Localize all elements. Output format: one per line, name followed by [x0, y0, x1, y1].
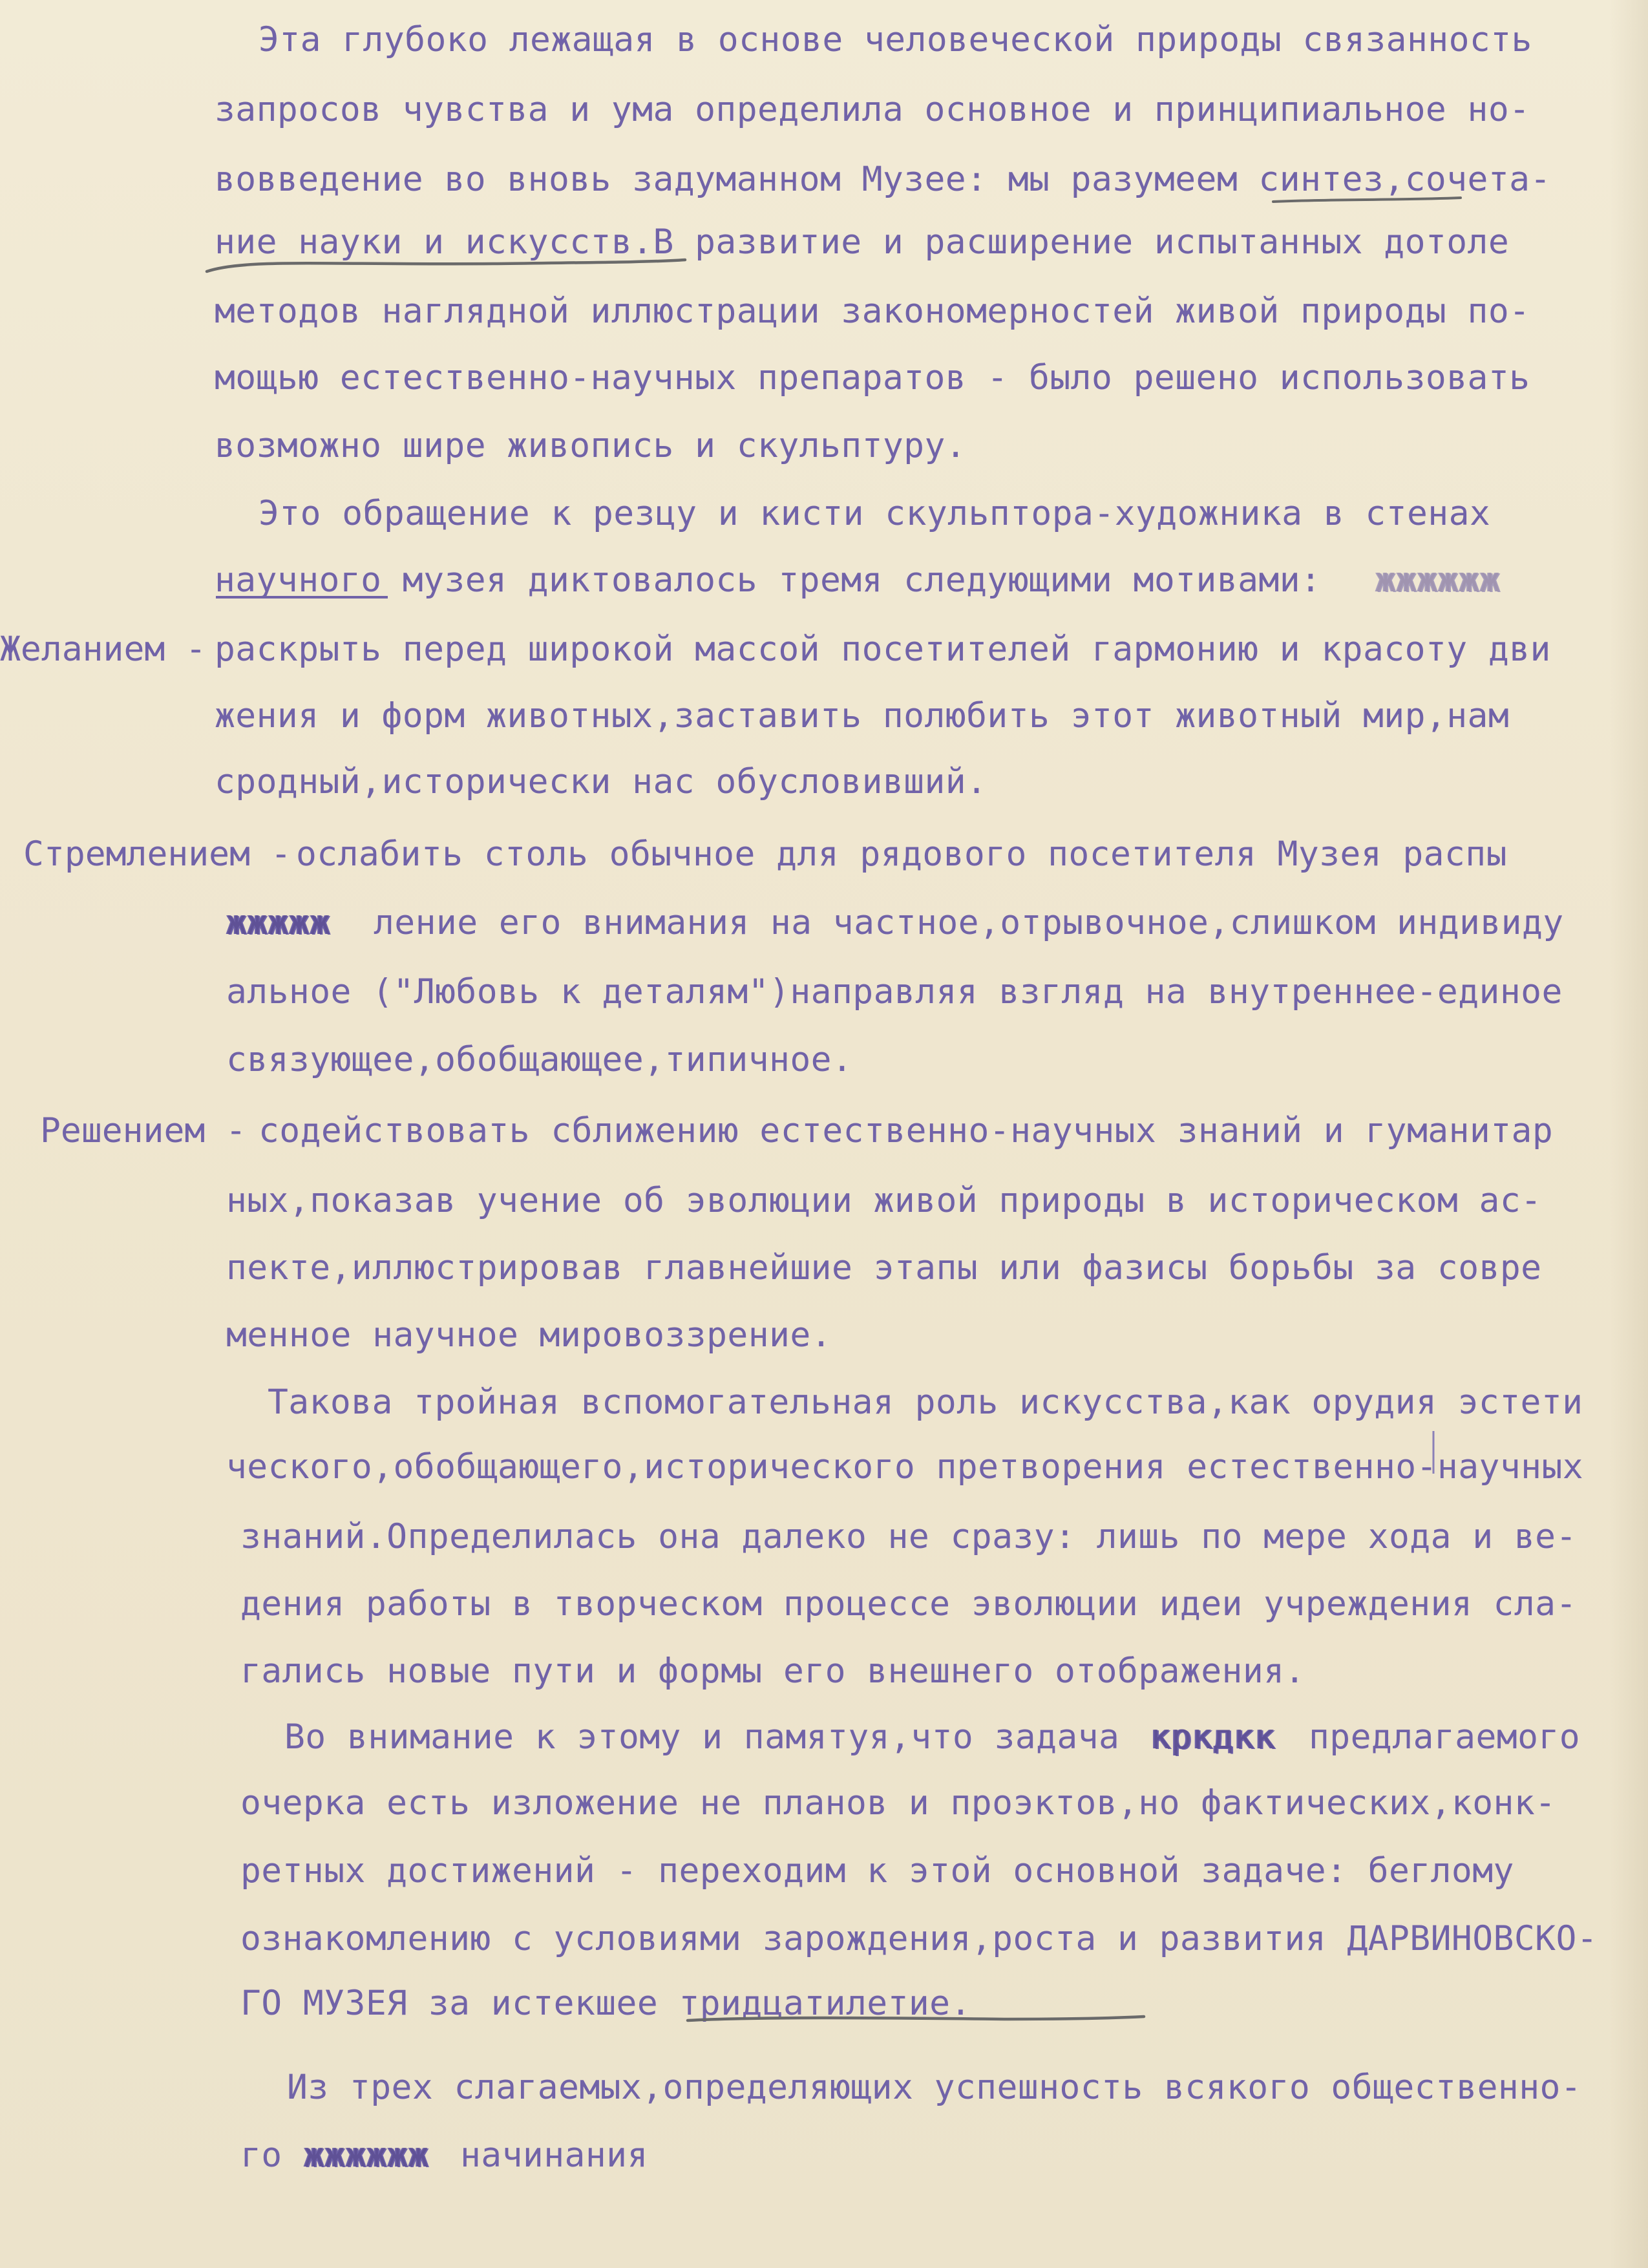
- text-line-8: Это обращение к резцу и кисти скульптора-художника в стенах: [259, 494, 1491, 533]
- motive-label-decision: Решением -: [40, 1111, 247, 1150]
- text-line-26b: предлагаемого: [1309, 1717, 1581, 1757]
- motive-label-striving: Стремлением -: [23, 834, 291, 874]
- text-line-30: ГО МУЗЕЯ за истекшее тридцатилетие.: [240, 1984, 971, 2023]
- text-line-10: раскрыть перед широкой массой посетителей гармонию и красоту дви: [215, 630, 1551, 669]
- text-line-4: ние науки и искусств.В развитие и расширение испытанных дотоле: [215, 222, 1510, 262]
- text-line-25: гались новые пути и формы его внешнего отображения.: [240, 1651, 1305, 1691]
- text-line-15: альное ("Любовь к деталям")направляя взгляд на внутреннее-единое: [226, 972, 1563, 1012]
- motive-label-desire: Желанием -: [0, 630, 207, 669]
- text-line-17: содействовать сближению естественно-научных знаний и гуманитар: [259, 1111, 1554, 1150]
- struck-out-word: жжжжж: [226, 903, 331, 942]
- text-line-13: ослабить столь обычное для рядового посетителя Музея распы: [296, 834, 1507, 874]
- text-line-1: Эта глубоко лежащая в основе человеческой природы связанность: [259, 20, 1532, 59]
- text-line-31: Из трех слагаемых,определяющих успешность всякого общественно-: [287, 2068, 1582, 2107]
- text-line-23: знаний.Определилась она далеко не сразу: лишь по мере хода и ве-: [240, 1517, 1577, 1556]
- text-line-24: дения работы в творческом процессе эволюции идеи учреждения сла-: [240, 1584, 1577, 1624]
- text-line-29: ознакомлению с условиями зарождения,роста и развития ДАРВИНОВСКО-: [240, 1919, 1598, 1958]
- text-line-5: методов наглядной иллюстрации закономерностей живой природы по-: [215, 291, 1530, 331]
- struck-out-word: жжжжжж: [1375, 560, 1501, 600]
- page-edge-shadow: [1609, 0, 1648, 2268]
- text-line-32: го: [240, 2136, 282, 2175]
- text-line-21: Такова тройная вспомогательная роль искусства,как орудия эстети: [268, 1383, 1583, 1422]
- struck-out-word: жжжжжж: [304, 2136, 429, 2175]
- text-line-3: вовведение во вновь задуманном Музее: мы разумеем синтез,сочета-: [215, 160, 1551, 199]
- text-line-32b: начинания: [460, 2136, 648, 2175]
- text-line-14: ление его внимания на частное,отрывочное,слишком индивиду: [374, 903, 1564, 942]
- text-line-7: возможно шире живопись и скульптуру.: [215, 426, 967, 465]
- text-line-11: жения и форм животных,заставить полюбить этот животный мир,нам: [215, 696, 1510, 736]
- text-line-2: запросов чувства и ума определила основное и принципиальное но-: [215, 90, 1530, 129]
- text-line-9: научного музея диктовалось тремя следующими мотивами:: [215, 560, 1322, 600]
- text-line-12: сродный,исторически нас обусловивший.: [215, 762, 988, 801]
- text-line-19: пекте,иллюстрировав главнейшие этапы или фазисы борьбы за совре: [226, 1248, 1542, 1288]
- text-line-26: Во внимание к этому и памятуя,что задача: [284, 1717, 1120, 1757]
- struck-out-word: кркдкк: [1150, 1717, 1276, 1757]
- text-line-18: ных,показав учение об эволюции живой природы в историческом ас-: [226, 1181, 1542, 1220]
- text-line-27: очерка есть изложение не планов и проэктов,но фактических,конк-: [240, 1783, 1556, 1823]
- text-line-6: мощью естественно-научных препаратов - было решено использовать: [215, 358, 1530, 397]
- text-line-20: менное научное мировоззрение.: [226, 1315, 832, 1355]
- text-line-28: ретных достижений - переходим к этой основной задаче: беглому: [240, 1851, 1514, 1891]
- text-line-22: ческого,обобщающего,исторического претворения естественно-научных: [226, 1447, 1584, 1487]
- text-line-16: связующее,обобщающее,типичное.: [226, 1040, 853, 1079]
